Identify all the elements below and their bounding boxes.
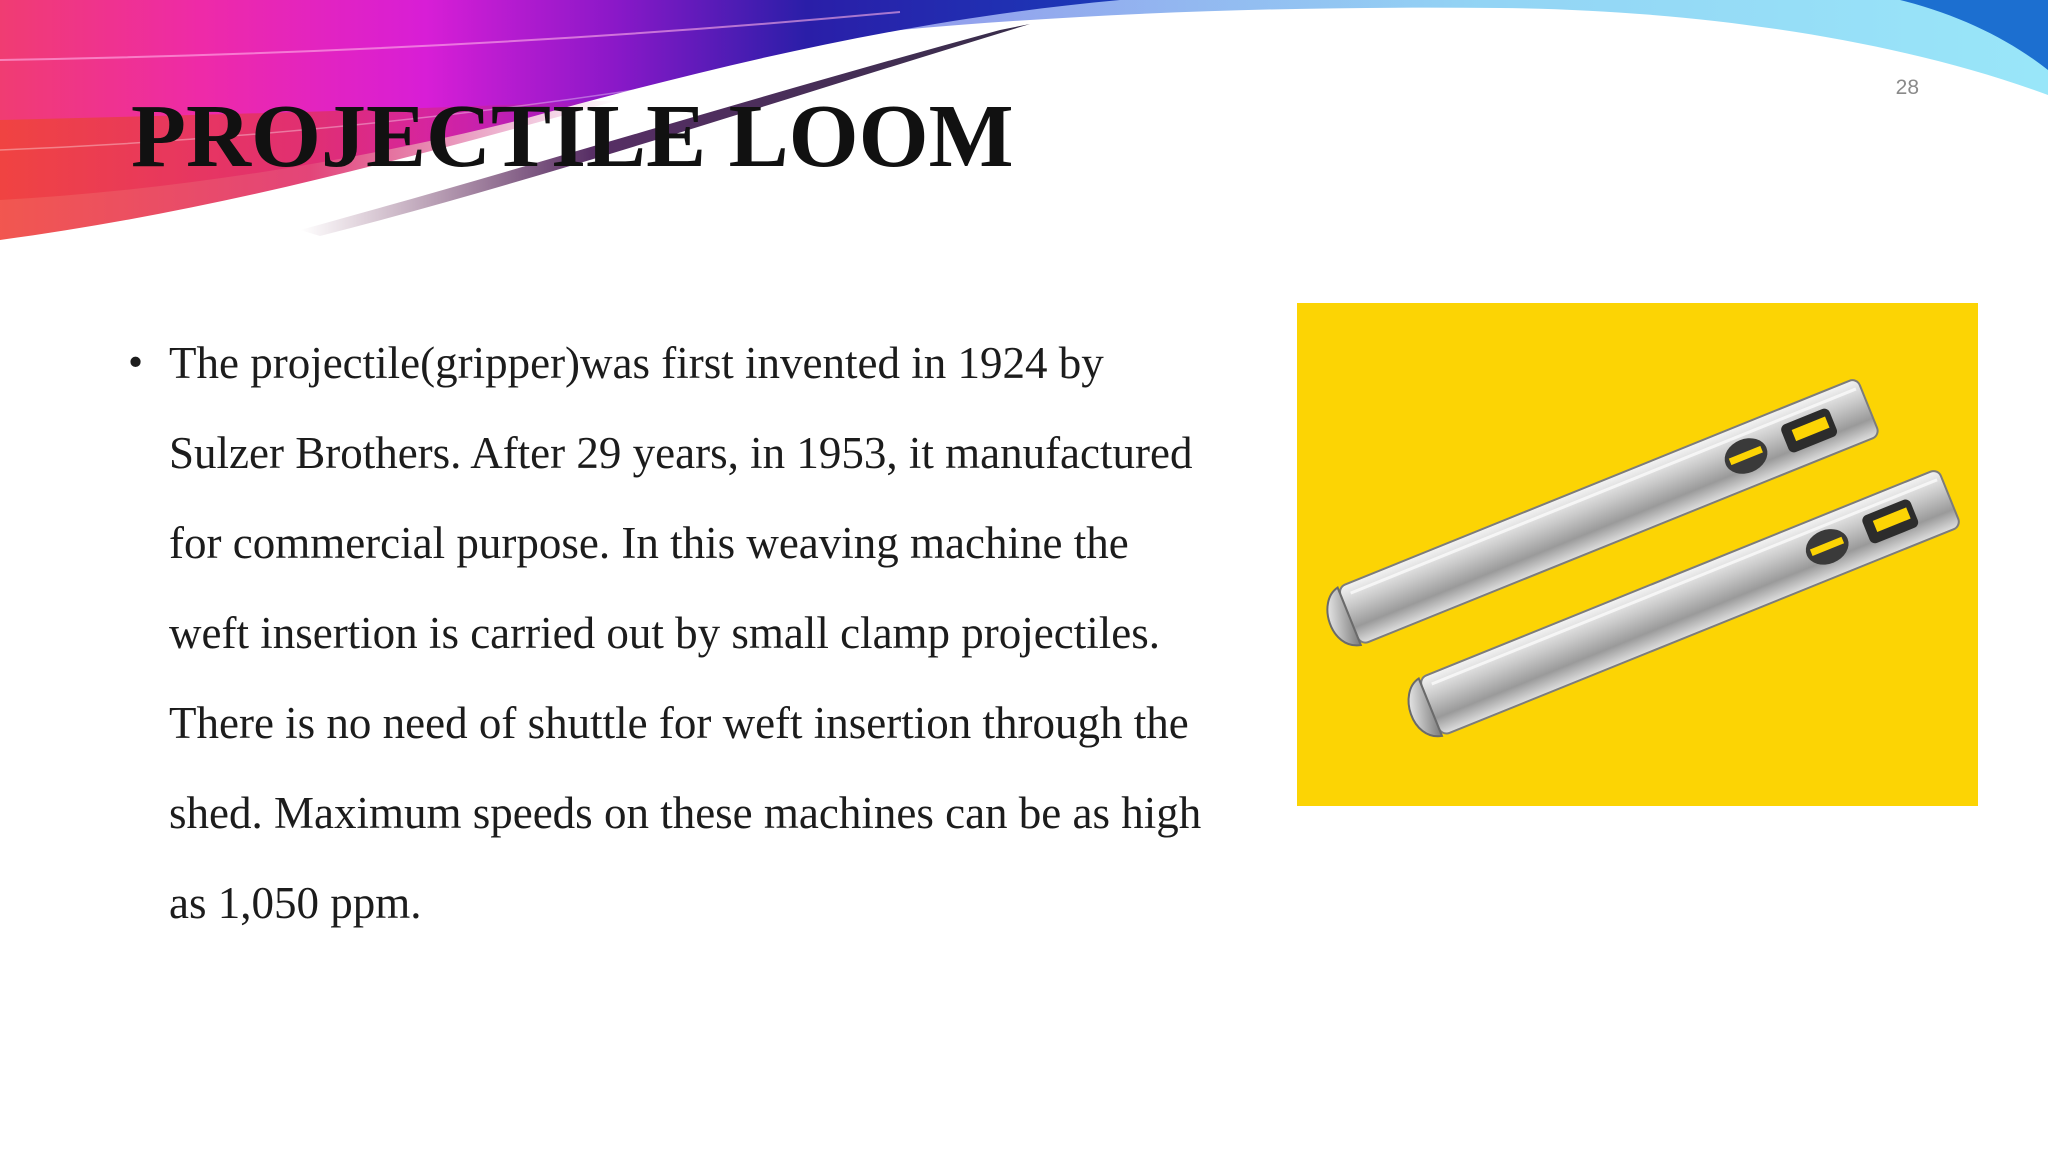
- slide-title: PROJECTILE LOOM: [131, 87, 1014, 186]
- body-text: [128, 318, 1218, 948]
- bullet-text: The projectile(gripper)was first invented in 1924 by Sulzer Brothers. After 29 years, in 1953, it manufactured for commercial purpose. In this weaving machine the weft insertion is carried out by small clamp projectiles. There is no need of shuttle for weft insertion through the shed. Maximum speeds on these machines can be as high as 1,050 ppm.: [169, 338, 1202, 928]
- bullet-item: [128, 318, 1218, 948]
- slide-number: 28: [1895, 76, 1919, 99]
- bullet-marker: •: [128, 339, 144, 386]
- projectile-gripper-icon: [1297, 303, 1978, 806]
- projectile-gripper-photo: [1297, 303, 1978, 806]
